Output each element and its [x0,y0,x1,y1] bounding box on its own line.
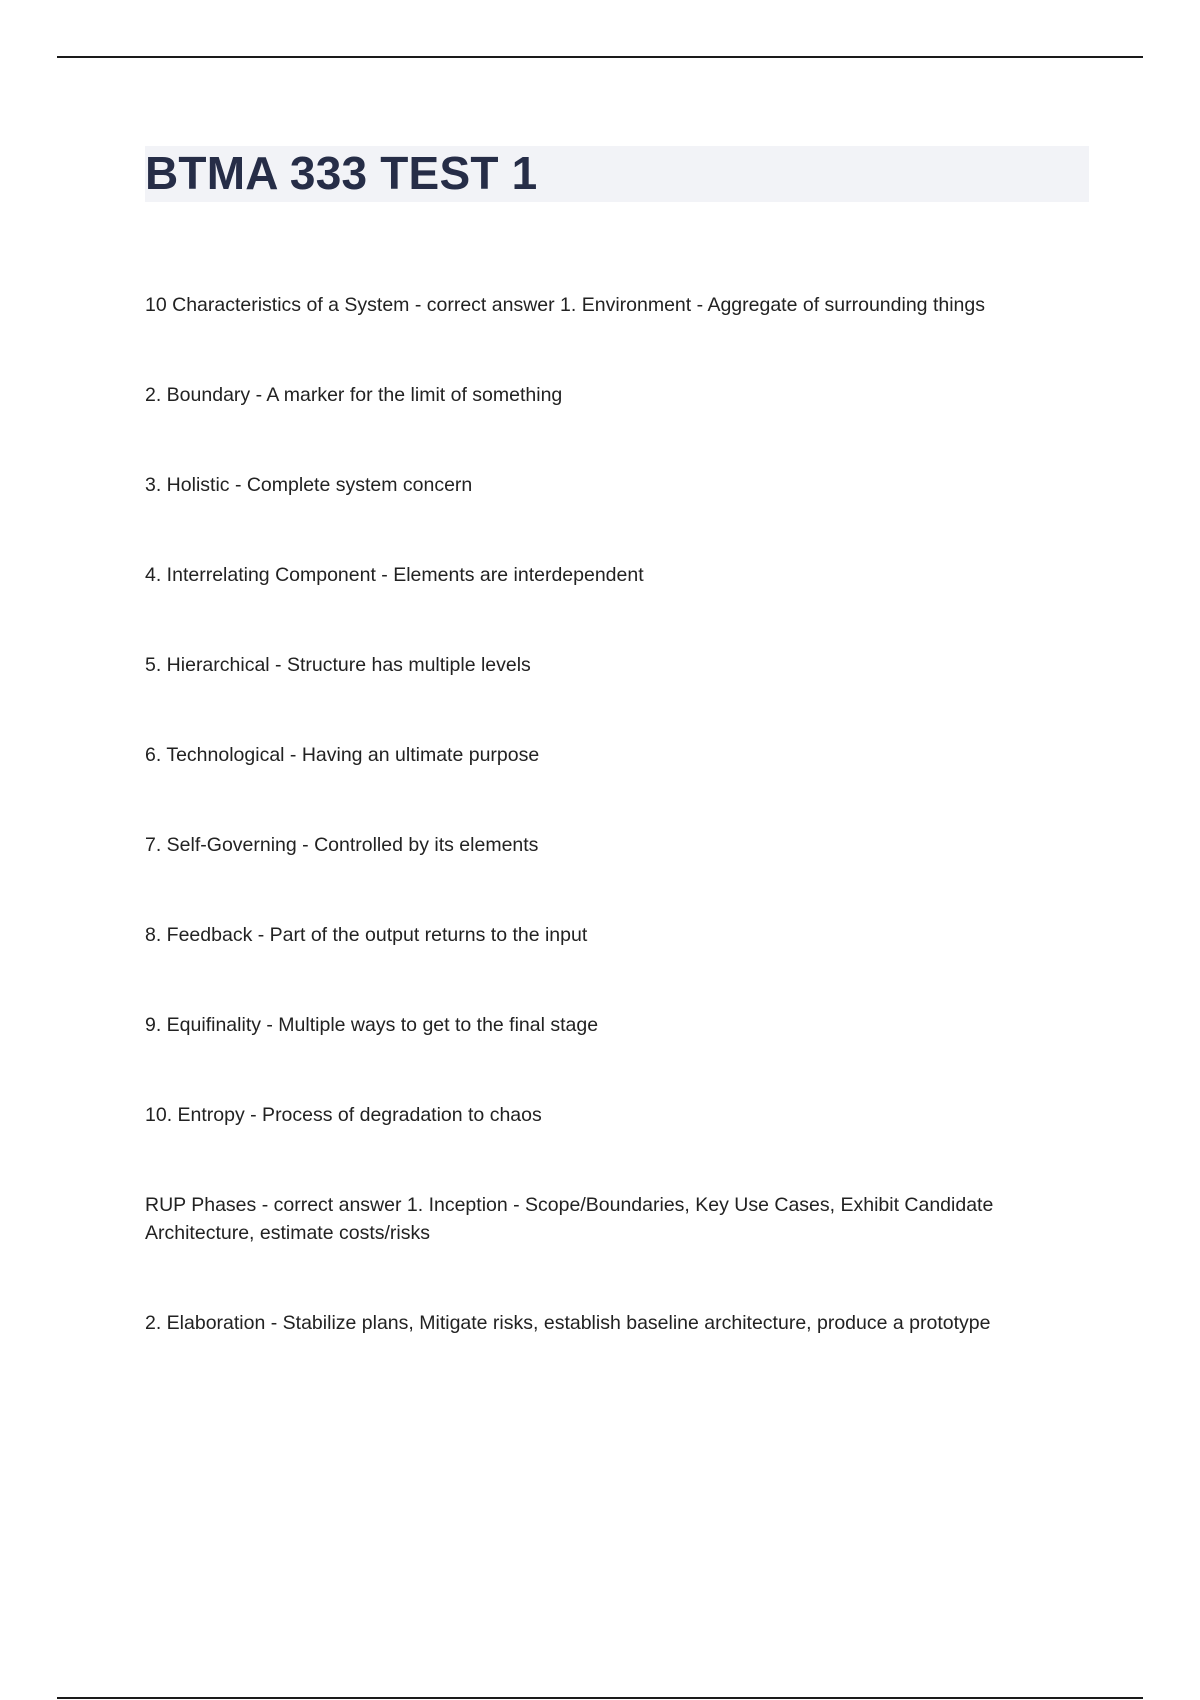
qa-entry: 8. Feedback - Part of the output returns to the input [145,924,588,946]
qa-entry: 2. Elaboration - Stabilize plans, Mitigate risks, establish baseline architecture, produce a prototype [145,1312,991,1334]
qa-entry: 2. Boundary - A marker for the limit of something [145,384,563,406]
qa-entry: 6. Technological - Having an ultimate purpose [145,744,540,766]
header-rule [57,56,1143,58]
qa-entry: 3. Holistic - Complete system concern [145,474,473,496]
document-title: BTMA 333 TEST 1 [145,147,538,199]
qa-entry: 4. Interrelating Component - Elements are interdependent [145,564,644,586]
qa-entry: 5. Hierarchical - Structure has multiple levels [145,654,531,676]
qa-entry: RUP Phases - correct answer 1. Inception - Scope/Boundaries, Key Use Cases, Exhibit Candidate Architecture, estimate costs/risks [145,1194,994,1244]
qa-entry-list [145,291,1045,1399]
qa-entry: 10. Entropy - Process of degradation to chaos [145,1104,542,1126]
qa-entry: 10 Characteristics of a System - correct answer 1. Environment - Aggregate of surrounding things [145,294,985,316]
qa-entry: 7. Self-Governing - Controlled by its elements [145,834,539,856]
qa-entry: 9. Equifinality - Multiple ways to get to the final stage [145,1014,599,1036]
footer-rule [57,1697,1143,1699]
